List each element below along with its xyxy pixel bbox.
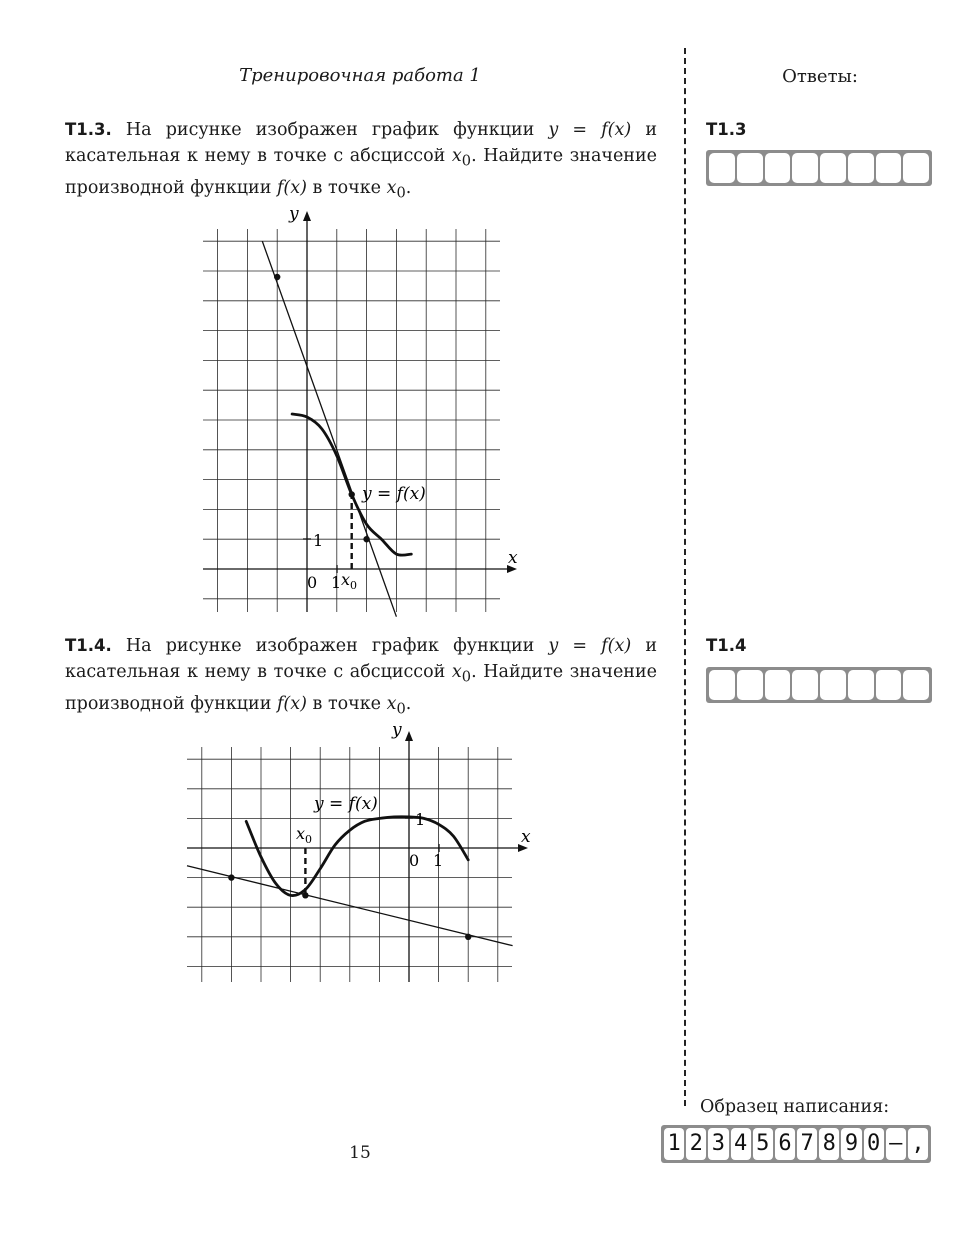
- answer-cell[interactable]: [792, 153, 818, 183]
- sample-char: 8: [819, 1128, 839, 1160]
- sample-char: ,: [908, 1128, 928, 1160]
- sample-digits: [661, 1125, 931, 1163]
- x0-label: $x_0$: [341, 570, 358, 592]
- y-axis-arrow-icon: [303, 211, 311, 221]
- x-unit-label: 1: [331, 573, 342, 592]
- graph-t1-4: [180, 715, 540, 990]
- sample-char: 7: [797, 1128, 817, 1160]
- tangent-point: [465, 934, 471, 940]
- y-axis-arrow-icon: [405, 731, 413, 741]
- answer-cell[interactable]: [903, 670, 929, 700]
- answer-cell[interactable]: [848, 670, 874, 700]
- problem-t1-3-text: T1.3. На рисунке изображен график функции y = f(x) и касательная к нему в точке с абсциссой $x_0$. Найдите значение производной функции f(x) в точке $x_0$.: [65, 120, 658, 201]
- answer-cell[interactable]: [876, 670, 902, 700]
- answer-cell[interactable]: [876, 153, 902, 183]
- answers-header: Ответы:: [782, 66, 858, 87]
- answer-cell[interactable]: [792, 670, 818, 700]
- page-header-title: Тренировочная работа 1: [239, 65, 481, 86]
- grid: [187, 747, 512, 982]
- y-unit-label: 1: [415, 810, 426, 829]
- answer-cell[interactable]: [848, 153, 874, 183]
- y-axis-label: y: [392, 720, 402, 740]
- tangent-point: [363, 536, 369, 542]
- origin-label: 0: [307, 573, 318, 592]
- sample-char: 0: [864, 1128, 884, 1160]
- tangent-point: [302, 892, 308, 898]
- answer-box-t1-3[interactable]: [706, 150, 932, 186]
- x-axis-label: x: [521, 827, 531, 847]
- tangent-point: [349, 491, 355, 497]
- answer-cell[interactable]: [709, 153, 735, 183]
- dashed-divider: [684, 48, 686, 1106]
- answer-label-t1-3: T1.3: [706, 120, 747, 139]
- answer-box-t1-4[interactable]: [706, 667, 932, 703]
- y-axis-label: y: [289, 204, 299, 224]
- sample-label: Образец написания:: [700, 1097, 890, 1117]
- page-number: 15: [349, 1143, 371, 1163]
- axes: [187, 731, 528, 982]
- sample-char: 4: [731, 1128, 751, 1160]
- tangent-point: [274, 274, 280, 280]
- problem-label: T1.3.: [65, 120, 112, 139]
- answer-cell[interactable]: [765, 153, 791, 183]
- tangent-point: [228, 874, 234, 880]
- tangent-line: [262, 241, 396, 616]
- problem-t1-4-text: T1.4. На рисунке изображен график функции y = f(x) и касательная к нему в точке с абсциссой $x_0$. Найдите значение производной функции f(x) в точке $x_0$.: [65, 636, 658, 717]
- answer-cell[interactable]: [765, 670, 791, 700]
- origin-label: 0: [409, 851, 420, 870]
- sample-char: 6: [775, 1128, 795, 1160]
- sample-char: 3: [708, 1128, 728, 1160]
- sample-char: 9: [841, 1128, 861, 1160]
- sample-char: 5: [753, 1128, 773, 1160]
- sample-char: –: [886, 1128, 906, 1160]
- curve-label: y = f(x): [362, 484, 426, 504]
- answer-label-t1-4: T1.4: [706, 636, 747, 655]
- x-axis-label: x: [508, 548, 518, 568]
- answer-cell[interactable]: [903, 153, 929, 183]
- answer-cell[interactable]: [820, 670, 846, 700]
- graph-t1-3: [195, 200, 525, 620]
- y-unit-label: 1: [313, 531, 324, 550]
- answer-cell[interactable]: [737, 153, 763, 183]
- answer-cell[interactable]: [709, 670, 735, 700]
- curve-label: y = f(x): [314, 794, 378, 814]
- answer-cell[interactable]: [737, 670, 763, 700]
- x-unit-label: 1: [433, 851, 444, 870]
- answer-cell[interactable]: [820, 153, 846, 183]
- sample-char: 1: [664, 1128, 684, 1160]
- x0-label: $x_0$: [296, 824, 313, 846]
- problem-label: T1.4.: [65, 636, 112, 655]
- sample-char: 2: [686, 1128, 706, 1160]
